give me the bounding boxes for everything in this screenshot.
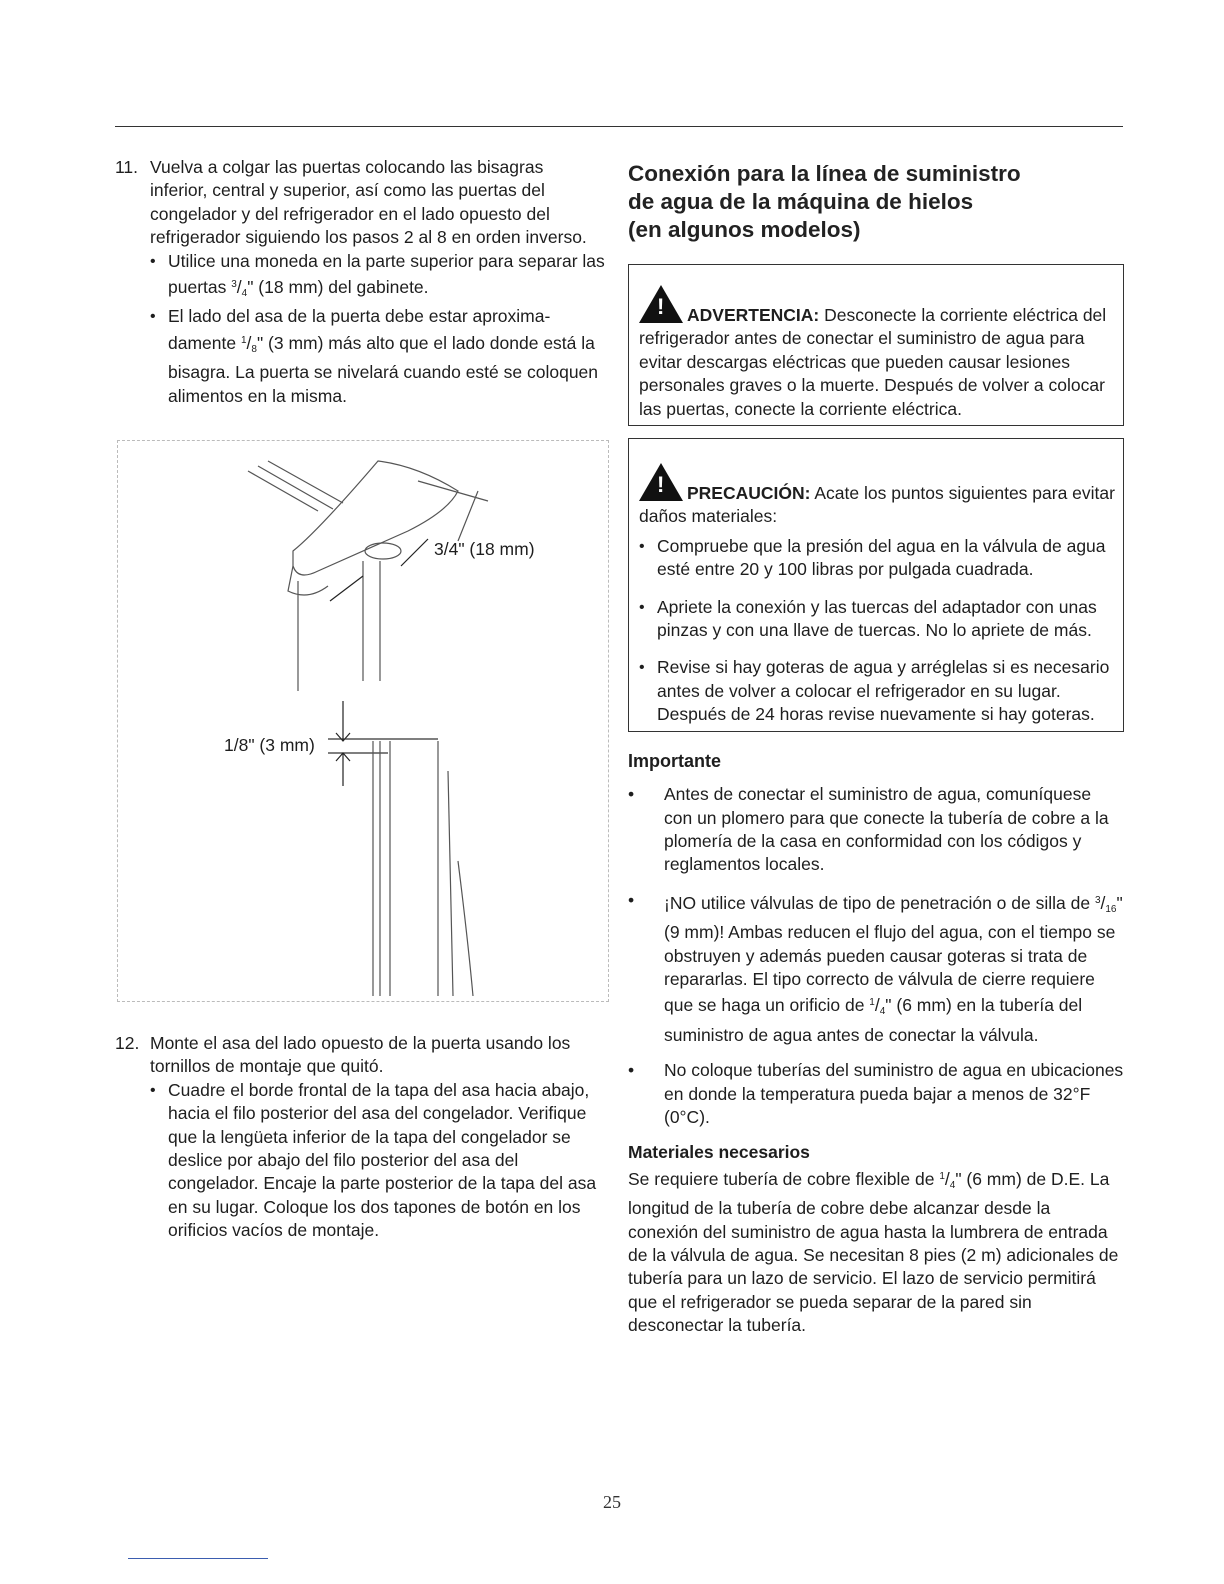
caution-bullet-1: • Compruebe que la presión del agua en la válvula de agua esté entre 20 y 100 libras por pulgada cuadrada.: [639, 535, 1106, 580]
right-column: [628, 156, 1124, 1338]
bullet-dot: •: [639, 659, 645, 677]
step-11-number: 11.: [115, 157, 139, 177]
bullet-dot: •: [628, 784, 635, 805]
bottom-gap-label: 1/8" (3 mm): [224, 735, 315, 755]
important-bullet-1: • Antes de conectar el suministro de agua, comuníquese con un plomero para que conecte la tubería de cobre a la plomería de la casa en conformidad con los códigos y reglamentos locales.: [628, 784, 1109, 875]
important-bullet-3: • No coloque tuberías del suministro de agua en ubicaciones en donde la temperatura pueda bajar a menos de 32°F (0°C).: [628, 1060, 1124, 1127]
step-11: [115, 156, 605, 408]
bullet-dot: •: [150, 308, 156, 326]
caution-box: [628, 438, 1124, 732]
materials-text: Se requiere tubería de cobre flexible de $^1/_4$" (6 mm) de D.E. La longitud de la tubería de cobre debe alcanzar desde la conexión del suministro de agua hasta la lumbrera de entrada de la válvula de agua. Se necesitan 8 pies (2 m) adicionales de tubería para un lazo de servicio. El lazo de servicio permitirá que el refrigerador se pueda separar de la pared sin desconectar la tubería.: [628, 1168, 1119, 1336]
warning-label: ADVERTENCIA:: [687, 305, 820, 325]
caution-triangle-icon: !: [639, 463, 683, 501]
materials-heading: Materiales necesarios: [628, 1142, 810, 1163]
step-12-number: 12.: [115, 1033, 140, 1053]
step-12: [115, 1032, 605, 1243]
bullet-dot: •: [150, 252, 156, 270]
warning-text: Desconecte la corriente eléctrica del refrigerador antes de conectar el suministro de agua para evitar descargas eléctricas que pueden causar lesiones personales graves o la muerte. Después de volver a colocar las puertas, conecte la corriente eléctrica.: [639, 305, 1107, 419]
bullet-dot: •: [628, 1060, 635, 1081]
step-11-text: Vuelva a colgar las puertas colocando las bisagras inferior, central y superior, así como las puertas del congelador y del refrigerador en el lado opuesto del refrigerador siguiendo los pasos 2 al 8 en orden inverso.: [150, 157, 587, 248]
step-11-bullet-1: • Utilice una moneda en la parte superior para separar las puertas $^3/_4$" (18 mm) del gabinete.: [150, 250, 605, 300]
caution-label: PRECAUCIÓN:: [687, 483, 811, 504]
caution-bullet-3: • Revise si hay goteras de agua y arréglelas si es necesario antes de volver a colocar el refrigerador en su lugar. Después de 24 horas revise nuevamente si hay goteras.: [639, 657, 1110, 725]
door-alignment-figure: [117, 440, 609, 1002]
bullet-dot: •: [150, 1081, 156, 1099]
caution-bullet-2: • Apriete la conexión y las tuercas del adaptador con unas pinzas y con una llave de tuercas. No lo apriete de más.: [639, 596, 1097, 641]
page-number: 25: [603, 1492, 621, 1512]
bullet-dot: •: [639, 537, 645, 555]
bottom-rule: [128, 1558, 268, 1559]
top-gap-label: 3/4" (18 mm): [434, 539, 535, 559]
left-column-lower: [115, 1032, 605, 1243]
top-rule: [115, 126, 1123, 127]
important-bullet-2: • ¡NO utilice válvulas de tipo de penetración o de silla de $^3/_{16}$" (9 mm)! Ambas reducen el flujo del agua, con el tiempo se obstruyen y además pueden causar goteras si trata de repararlas. El tipo correcto de válvula de cierre requiere que se haga un orificio de $^1/_4$" (6 mm) en la tubería del suministro de agua antes de conectar la válvula.: [628, 889, 1123, 1045]
important-heading: Importante: [628, 750, 722, 771]
step-11-bullet-2: • El lado del asa de la puerta debe estar aproximadamente $^1/_8$" (3 mm) más alto que el lado donde está la bisagra. La puerta se nivelará cuando esté se coloquen alimentos en la misma.: [150, 306, 599, 406]
bullet-dot: •: [628, 889, 635, 910]
bullet-dot: •: [639, 598, 645, 616]
step-12-bullet-1: • Cuadre el borde frontal de la tapa del asa hacia abajo, hacia el filo posterior del asa del congelador. Verifique que la lengüeta inferior de la tapa del congelador se deslice por abajo del filo posterior del asa del congelador. Encaje la parte posterior de la tapa del asa en su lugar. Coloque los dos tapones de botón en los orificios vacíos de montaje.: [150, 1079, 597, 1241]
caution-text: Acate los puntos siguientes para evitar daños materiales:: [639, 483, 1115, 527]
warning-triangle-icon: !: [639, 285, 683, 323]
left-column: [115, 156, 605, 408]
section-title: Conexión para la línea de suministro de agua de la máquina de hielos (en algunos modelos): [628, 161, 1021, 242]
door-hinge-illustration: [118, 441, 608, 1001]
step-12-text: Monte el asa del lado opuesto de la puerta usando los tornillos de montaje que quitó.: [150, 1033, 571, 1077]
warning-box: [628, 264, 1124, 426]
